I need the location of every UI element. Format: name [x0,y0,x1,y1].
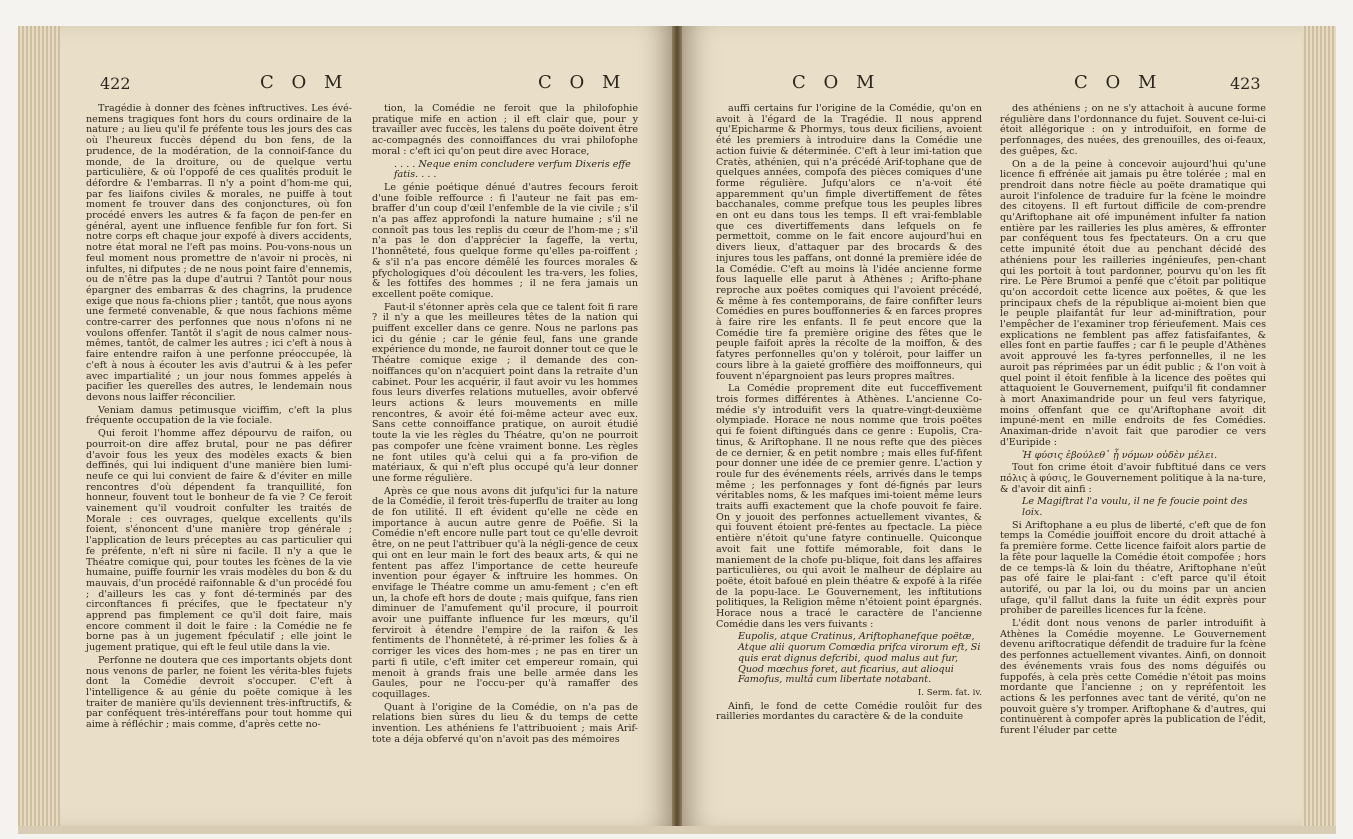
left-page-edges [18,26,60,826]
right-page-edges [1302,26,1336,826]
paragraph: Tout fon crime étoit d'avoir fubftitué dans ce vers πόλις à φύσις, le Gouvernement politique à la na-ture, & d'avoir dit ainfi : [1000,462,1266,495]
left-running-head-1: C O M [260,72,349,93]
left-page-header [60,70,672,100]
left-page-column-1 [86,104,352,733]
paragraph: L'édit dont nous venons de parler introduifit à Athènes la Comédie moyenne. Le Gouvernement devenu ariftocratique défendit de traduire fur la fcène des perfonnes actuellement vivantes. Ainfi, on donnoit des événements vrais fous des noms déguifés ou fuppofés, à cela près cette Comédie n'étoit pas moins mordante que l'ancienne ; on y repréfentoit les actions & les perfonnes avec tant de vérité, qu'on ne pouvoit guère s'y tromper. Ariftophane & d'autres, qui continuèrent à compofer après la publication de l'édit, furent l'éluder par cette [1000,618,1266,737]
paragraph: Qui feroit l'homme affez dépourvu de raifon, ou pourroit-on dire affez brutal, pour ne pas défirer d'avoir fous les yeux des modèles exacts & bien deffinés, qui lui indiquent d'une manière bien lumi-neufe ce qui lui convient de faire & d'éviter en mille rencontres d'où dépendent fa tranquillité, fon honneur, fouvent tout le bonheur de fa vie ? Ce feroit vainement qu'il voudroit confulter les traités de Morale : ces ouvrages, quelque excellents qu'ils foient, s'énoncent d'une manière trop générale ; l'application de leurs préceptes au cas particulier qui fe préfente, n'eft ni sûre ni facile. Il n'y a que le Théatre comique qui, pour toutes les fcènes de la vie humaine, puiffe fournir les vrais modèles du bon & du mauvais, d'un procédé raifonnable & d'un procédé fou ; d'ailleurs les cas y font dé-terminés par des circonftances fi précifes, que le fpectateur n'y apprend pas fimplement ce qu'il doit faire, mais encore comment il doit le faire : la Comédie ne fe borne pas à un jugement fpéculatif ; elle joint le jugement pratique, qui eft le feul utile dans la vie. [86,428,352,654]
left-page-column-2 [372,104,638,747]
paragraph: des athéniens ; on ne s'y attachoit à aucune forme régulière dans l'ordonnance du fujet. Souvent ce-lui-ci étoit allégorique : on y introduifoit, en forme de perfonnages, des nuées, des grenouilles, des oi-feaux, des guêpes, &c. [1000,103,1266,157]
left-running-head-2: C O M [538,72,627,93]
paragraph: Après ce que nous avons dit jufqu'ici fur la nature de la Comédie, il feroit très-fuperflu de traiter au long de fon utilité. Il eft évident qu'elle ne cède en importance à aucun autre genre de Poëfie. Si la Comédie n'eft encore nulle part tout ce qu'elle devroit être, on ne peut l'attribuer qu'à la négli-gence de ceux qui ont en leur main le fort des beaux arts, & qui ne fentent pas affez l'importance de cette heureufe invention pour égayer & inftruire les hommes. On envifage le Théatre comme un amu-fement ; c'en eft un, la chofe eft hors de doute ; mais quifque, fans rien diminuer de l'amufement qu'il procure, il pourroit avoir une puiffante influence fur les mœurs, qu'il ferviroit à étendre l'empire de la raifon & les fentiments de l'honnêteté, à ré-primer les folies & à corriger les vices des hom-mes ; ne pas en tirer un parti fi utile, c'eft imiter cet empereur romain, qui menoit à grands frais une belle armée dans les Gaules, pour ne l'occu-per qu'à ramaffer des coquillages. [372,485,638,700]
translated-verse: Le Magiftrat l'a voulu, il ne fe foucie point des loix. [1022,496,1248,519]
quotation-citation: I. Serm. fat. iv. [917,687,982,698]
paragraph: La Comédie proprement dite eut fucceffivement trois formes différentes à Athènes. L'ancienne Co-médie s'y introduifit vers la quatre-vingt-deuxième olympiade. Horace ne nous nomme que trois poëtes qui fe foient diftingués dans ce genre : Eupolis, Cra-tinus, & Ariftophane. Il ne nous refte que des pièces de ce dernier, & en petit nombre ; mais elles fuf-fifent pour donner une idée de ce premier genre. L'action y roule fur des événements réels, arrivés dans le temps même ; les perfonnages y font dé-fignés par leurs véritables noms, & les mafques imi-toient même leurs traits auffi exactement que la chofe pouvoit fe faire. On y jouoit des perfonnes actuellement vivantes, & qui fouvent étoient pré-fentes au fpectacle. La pièce entière n'étoit qu'une fatyre continuelle. Quiconque avoit fait une fottife mémorable, foit dans le maniement de la chofe pu-blique, foit dans les affaires particulières, ou qui avoit le malheur de déplaire au poëte, étoit bafoué en plein théatre & expofé à la rifée de la popu-lace. Le Gouvernement, les inftitutions politiques, la Religion même n'étoient point épargnés. Horace nous a tracé le caractère de l'ancienne Comédie dans les vers fuivants : [716,383,982,630]
left-page [60,26,672,826]
right-page-number: 423 [1230,74,1261,93]
paragraph: tion, la Comédie ne feroit que la philofophie pratique mife en action ; il eft clair que, pour y travailler avec fuccès, les talens du poëte doivent être ac-compagnés des connoiffances du vrai philofophe moral : c'eft ici qu'on peut dire avec Horace, [372,103,638,157]
paragraph: Si Ariftophane a eu plus de liberté, c'eft que de fon temps la Comédie jouiffoit encore du droit attaché à fa première forme. Cette licence faifoit alors partie de la fête pour laquelle la Comédie étoit compofée ; hors de ce temps-là & loin du théatre, Ariftophane n'eût pas ofé faire le plai-fant : c'eft parce qu'il étoit autorifé, ou par la loi, ou du moins par un ancien ufage, qu'il fallut dans la fuite un édit exprès pour prohiber de pareilles licences fur la fcène. [1000,519,1266,617]
right-running-head-1: C O M [792,72,881,93]
paragraph: Quant à l'origine de la Comédie, on n'a pas de relations bien sûres du lieu & du temps de cette invention. Les athéniens fe l'attribuoient ; mais Arif-tote a déja obfervé qu'on n'avoit pas des mémoires [372,701,638,745]
paragraph: auffi certains fur l'origine de la Comédie, qu'on en avoit à l'égard de la Tragédie. Il nous apprend qu'Epicharme & Phormys, tous deux ficiliens, avoient été les premiers à introduire dans la Comédie une action fuivie & déterminée. C'eft à leur imi-tation que Cratès, athénien, qui n'a précédé Arif-tophane que de quelques années, compofa des pièces comiques d'une forme régulière. Jufqu'alors ce n'a-voit été apparemment qu'un fimple divertiffement de fêtes bacchanales, comme prefque tous les peuples libres en ont eu dans tous les temps. Il eft vrai-femblable que ces divertiffements dans lefquels on fe permettoit, comme on le fait encore aujourd'hui en divers lieux, d'attaquer par des brocards & des injures tous les paffans, ont donné la première idée de la Comédie. C'eft au moins là l'idée ancienne forme fous laquelle elle parut à Athènes ; Arifto-phane reproche aux poëtes comiques qui l'avoient précédé, & même à fes contemporains, de faire confifter leurs Comédies en pures bouffonneries & en farces propres à faire rire les enfants. Il fe peut encore que la Comédie tire fa première origine des fêtes que le peuple faifoit après la récolte de la moiffon, & des fatyres perfonnelles qu'on y toléroit, pour laiffer un cours libre à la gaieté groffière des moiffonneurs, qui fouvent n'épargnoient pas leurs propres maîtres. [716,103,982,382]
latin-quotation: . . . . Neque enim concludere verfum Dixeris effe fatis. . . . [394,158,631,181]
open-book [18,26,1336,834]
right-page [682,26,1302,826]
paragraph: Le génie poétique dénué d'autres fecours feroit d'une foible reffource : fi l'auteur ne fait pas em-braffer d'un coup d'œil l'enfemble de la vie civile ; s'il n'a pas affez approfondi la nature humaine ; s'il ne connoît pas tous les replis du cœur de l'hom-me ; s'il n'a pas le don d'apprécier la fageffe, la vertu, l'honnêteté, fous quelque forme qu'elles pa-roiffent ; & s'il n'a pas encore démêlé les fources morales & pfychologiques d'où découlent les tra-vers, les folies, & les fottifes des hommes ; il ne fera jamais un excellent poëte comique. [372,181,638,300]
paragraph: Perfonne ne doutera que ces importants objets dont nous venons de parler, ne foient les vérita-bles fujets dont la Comédie devroit s'occuper. C'eft à l'intelligence & au génie du poëte comique à les traiter de manière qu'ils deviennent très-inftructifs, & par conféquent très-intéreffans pour tout homme qui aime à réfléchir ; mais comme, d'après cette no- [86,654,352,731]
paragraph: Faut-il s'étonner après cela que ce talent foit fi rare ? il n'y a que les meilleures têtes de la nation qui puiffent exceller dans ce genre. Nous ne parlons pas ici du génie ; car le génie feul, fans une grande expérience du monde, ne fauroit donner tout ce que le Théatre comique exige ; il demande des con-noiffances qu'on n'acquiert point dans la retraite d'un cabinet. Pour les acquérir, il faut avoir vu les hommes fous leurs diverfes relations mutuelles, avoir obfervé leurs actions & leurs mouvements en mille rencontres, & avoir été foi-même acteur avec eux. Sans cette connoiffance pratique, on auroit étudié toute la vie les règles du Théatre, qu'on ne pourroit pas compofer une fcène vraiment bonne. Les règles ne font utiles qu'à celui qui a fa pro-vifion de matériaux, & qui n'eft plus occupé qu'à leur donner une forme régulière. [372,301,638,484]
paragraph: Ainfi, le fond de cette Comédie roulôit fur des railleries mordantes du caractère & de la conduite [716,700,982,723]
paragraph: On a de la peine à concevoir aujourd'hui qu'une licence fi effrénée ait jamais pu être tolérée ; mal en prendroit dans notre fiècle au poëte dramatique qui auroit l'infolence de traduire fur la fcène le moindre des citoyens. Il eft furtout difficile de com-prendre qu'Ariftophane ait ofé impunément infulter fa nation entière par les railleries les plus amères, & effronter par conféquent tous fes fpectateurs. On a cru que cette impunité étoit due au penchant décidé des athéniens pour les railleries ingénieufes, pen-chant qui les portoit à tout pardonner, pourvu qu'on les fît rire. Le Père Brumoi a penfé que c'étoit par politique qu'on accordoit cette licence aux poëtes, & que les principaux chefs de la république ai-moient bien que le peuple plaifantât fur leur ad-miniftration, pour l'empêcher de l'examiner trop férieufement. Mais ces explications ne femblent pas affez fatisfaifantes, & elles font en partie fauffes ; car fi le peuple d'Athènes avoit approuvé les fa-tyres perfonnelles, il ne les auroit pas réprimées par un édit public ; & l'on voit à quel point il étoit fenfible à la licence des poëtes qui attaquoient le Gouvernement, puifqu'il fit condamner à mort Anaximandride pour un feul vers fatyrique, moins offenfant que ce qu'Ariftophane avoit dit impuné-ment en mille endroits de fes Comédies. Anaximan-dride n'avoit fait que parodier ce vers d'Euripide : [1000,158,1266,448]
paragraph: Tragédie à donner des fcènes inftructives. Les évé-nemens tragiques font hors du cours ordinaire de la nature ; au lieu qu'il fe préfente tous les jours des cas où l'heureux fuccès dépend du bon fens, de la prudence, de la modération, de la connoif-fance du monde, de la droiture, ou de quelque vertu particulière, & où l'oppofé de ces qualités produit le défordre & l'embarras. Il n'y a point d'hom-me qui, par fes liaifons civiles & morales, ne puiffe à tout moment fe trouver dans des conjonctures, où fon procédé envers les autres & fa façon de pen-fer en général, ayent une influence fenfible fur fon fort. Si notre corps eft chaque jour expofé à divers accidents, notre état moral ne l'eft pas moins. Pou-vons-nous un feul moment nous promettre de n'avoir ni procès, ni infultes, ni difputes ; de ne nous point faire d'ennemis, ou de n'être pas la dupe d'autrui ? Tantôt pour nous épargner des embarras & des chagrins, la prudence exige que nous fa-chions plier ; tantôt, que nous ayons une fermeté convenable, & que nous fachions même contre-carrer des perfonnes que nous n'ofons ni ne voulons offenfer. Tantôt il s'agit de nous calmer nous-mêmes, tantôt, de calmer les autres ; ici c'eft à nous à faire entendre raifon à une perfonne préoccupée, là c'eft à nous à écouter les avis d'autrui & à les pefer avec impartialité ; un jour nous fommes appelés à pacifier les querelles des autres, le lendemain nous devons nous laiffer réconcilier. [86,103,352,403]
right-page-column-2 [1000,104,1266,739]
right-page-header [682,70,1302,100]
paragraph: Veniam damus petimusque viciffim, c'eft la plus fréquente occupation de la vie fociale. [86,404,352,427]
latin-verse-quotation: Eupolis, atque Cratinus, Ariftophanefque poëtæ, Atque alii quorum Comœdia prifca virorum eft, Si quis erat dignus defcribi, quod malus aut fur, Quod mœchus foret, aut ficarius, aut alioqui Famofus, multâ cum libertate notabant. [738,631,981,686]
right-running-head-2: C O M [1074,72,1163,93]
right-page-column-1 [716,104,982,725]
greek-verse-quotation: Ἡ φύσις ἐβούλεθ᾽ ᾗ νόμων οὐδὲν μέλει. [1022,449,1218,461]
book-gutter [672,26,682,826]
left-page-number: 422 [100,74,131,93]
